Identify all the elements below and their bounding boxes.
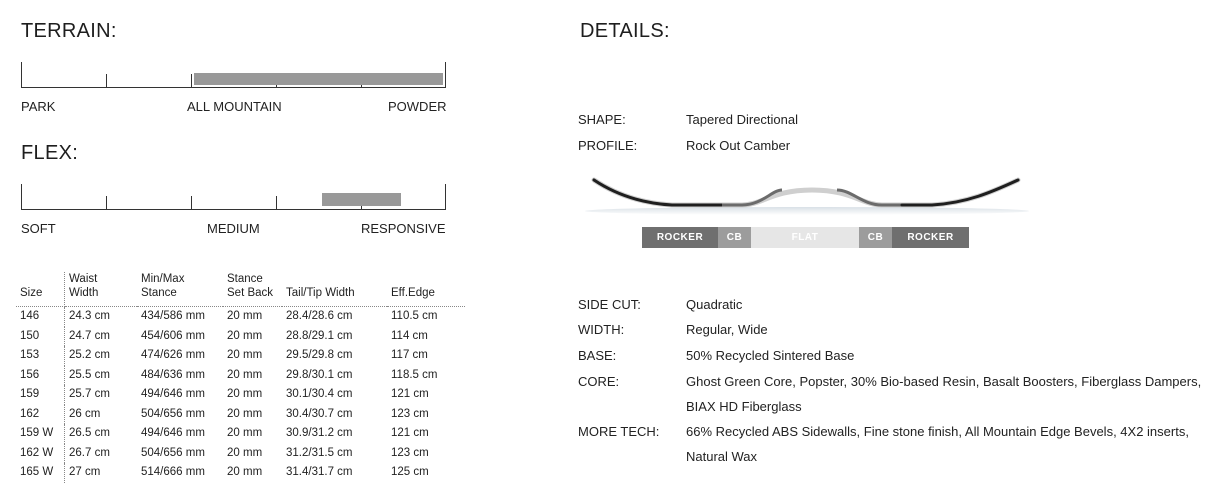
profile-key: PROFILE: bbox=[578, 138, 638, 153]
base-key: BASE: bbox=[578, 348, 617, 363]
sidecut-key: SIDE CUT: bbox=[578, 297, 641, 312]
base-value: 50% Recycled Sintered Base bbox=[686, 348, 855, 363]
table-cell: 30.4/30.7 cm bbox=[286, 407, 353, 420]
flex-label-soft: SOFT bbox=[21, 221, 56, 236]
table-row bbox=[16, 424, 465, 444]
table-cell: 28.8/29.1 cm bbox=[286, 329, 353, 342]
table-cell: 20 mm bbox=[227, 466, 263, 478]
scale-tick bbox=[191, 74, 192, 88]
table-cell: 31.2/31.5 cm bbox=[286, 446, 353, 459]
table-cell: 123 cm bbox=[391, 407, 429, 420]
specs-table bbox=[16, 272, 465, 483]
terrain-label-park: PARK bbox=[21, 99, 56, 114]
scale-tick bbox=[276, 196, 277, 210]
column-header: Eff.Edge bbox=[387, 272, 465, 307]
flex-label-responsive: RESPONSIVE bbox=[361, 221, 446, 236]
table-cell: 125 cm bbox=[391, 466, 429, 478]
scale-tick bbox=[106, 74, 107, 88]
table-cell: 20 mm bbox=[227, 407, 263, 420]
flex-heading: FLEX: bbox=[21, 142, 79, 164]
table-cell: 29.8/30.1 cm bbox=[286, 368, 353, 381]
profile-segment-camber: CB bbox=[718, 227, 751, 248]
table-cell: 30.9/31.2 cm bbox=[286, 427, 353, 439]
scale-tick bbox=[191, 196, 192, 210]
table-cell: 162 bbox=[16, 405, 65, 425]
scale-tick bbox=[21, 62, 22, 88]
profile-segment-camber: CB bbox=[859, 227, 892, 248]
table-cell: 20 mm bbox=[227, 446, 263, 459]
table-cell: 494/646 mm bbox=[141, 388, 205, 400]
table-cell: 31.4/31.7 cm bbox=[286, 466, 353, 478]
table-cell: 146 bbox=[16, 307, 65, 327]
table-cell: 110.5 cm bbox=[391, 310, 438, 322]
table-cell: 25.7 cm bbox=[69, 388, 110, 400]
table-cell: 162 W bbox=[16, 444, 65, 464]
table-cell: 20 mm bbox=[227, 368, 263, 381]
table-cell: 25.2 cm bbox=[69, 349, 110, 361]
shape-value: Tapered Directional bbox=[686, 112, 799, 127]
table-row bbox=[16, 405, 465, 425]
table-cell: 514/666 mm bbox=[141, 466, 205, 478]
table-row bbox=[16, 444, 465, 464]
flex-label-medium: MEDIUM bbox=[207, 221, 260, 236]
terrain-label-all-mountain: ALL MOUNTAIN bbox=[187, 99, 282, 114]
scale-baseline bbox=[21, 209, 446, 210]
table-cell: 26.5 cm bbox=[69, 427, 110, 439]
table-cell: 24.3 cm bbox=[69, 310, 110, 322]
column-header: Size bbox=[16, 272, 65, 307]
scale-tick bbox=[445, 62, 446, 88]
terrain-heading: TERRAIN: bbox=[21, 20, 117, 42]
table-cell: 114 cm bbox=[391, 329, 428, 342]
table-cell: 474/626 mm bbox=[141, 349, 205, 361]
profile-segment-rocker: ROCKER bbox=[892, 227, 969, 248]
table-cell: 30.1/30.4 cm bbox=[286, 388, 353, 400]
terrain-label-powder: POWDER bbox=[388, 99, 447, 114]
column-header: Min/Max Stance bbox=[137, 272, 223, 307]
specs-header-row bbox=[16, 272, 465, 307]
table-cell: 117 cm bbox=[391, 349, 428, 361]
terrain-range-fill bbox=[194, 73, 443, 85]
more-tech-value: 66% Recycled ABS Sidewalls, Fine stone finish, All Mountain Edge Bevels, 4X2 inserts, Natural Wax bbox=[686, 424, 1189, 464]
table-row bbox=[16, 307, 465, 327]
table-row bbox=[16, 463, 465, 483]
table-cell: 24.7 cm bbox=[69, 329, 110, 342]
table-cell: 27 cm bbox=[69, 466, 101, 478]
table-cell: 159 bbox=[16, 385, 65, 405]
flex-range-fill bbox=[322, 193, 401, 206]
table-cell: 123 cm bbox=[391, 446, 429, 459]
details-heading: DETAILS: bbox=[580, 20, 670, 42]
table-row bbox=[16, 346, 465, 366]
table-row bbox=[16, 366, 465, 386]
table-cell: 159 W bbox=[16, 424, 65, 444]
table-cell: 20 mm bbox=[227, 329, 263, 342]
table-cell: 29.5/29.8 cm bbox=[286, 349, 353, 361]
width-value: Regular, Wide bbox=[686, 322, 768, 337]
column-header: Stance Set Back bbox=[223, 272, 282, 307]
board-profile-illustration bbox=[582, 170, 1032, 222]
table-cell: 153 bbox=[16, 346, 65, 366]
table-row bbox=[16, 327, 465, 347]
table-cell: 484/636 mm bbox=[141, 368, 205, 381]
table-cell: 121 cm bbox=[391, 427, 429, 439]
table-cell: 434/586 mm bbox=[141, 310, 205, 322]
shape-key: SHAPE: bbox=[578, 112, 626, 127]
table-cell: 26.7 cm bbox=[69, 446, 110, 459]
table-cell: 165 W bbox=[16, 463, 65, 483]
table-cell: 28.4/28.6 cm bbox=[286, 310, 353, 322]
core-key: CORE: bbox=[578, 374, 620, 389]
terrain-scale bbox=[21, 62, 446, 88]
profile-value: Rock Out Camber bbox=[686, 138, 791, 153]
table-row bbox=[16, 385, 465, 405]
profile-segment-flat: FLAT bbox=[751, 227, 859, 248]
sidecut-value: Quadratic bbox=[686, 297, 743, 312]
profile-segment-rocker: ROCKER bbox=[642, 227, 718, 248]
table-cell: 118.5 cm bbox=[391, 368, 438, 381]
table-cell: 26 cm bbox=[69, 407, 101, 420]
table-cell: 150 bbox=[16, 327, 65, 347]
table-cell: 20 mm bbox=[227, 349, 263, 361]
table-cell: 494/646 mm bbox=[141, 427, 205, 439]
width-key: WIDTH: bbox=[578, 322, 625, 337]
table-cell: 121 cm bbox=[391, 388, 429, 400]
table-cell: 156 bbox=[16, 366, 65, 386]
scale-tick bbox=[21, 184, 22, 210]
table-cell: 504/656 mm bbox=[141, 407, 205, 420]
flex-scale bbox=[21, 184, 446, 210]
table-cell: 25.5 cm bbox=[69, 368, 110, 381]
scale-tick bbox=[106, 196, 107, 210]
table-cell: 20 mm bbox=[227, 427, 263, 439]
table-cell: 20 mm bbox=[227, 388, 263, 400]
scale-tick bbox=[445, 184, 446, 210]
scale-baseline bbox=[21, 87, 446, 88]
column-header: Waist Width bbox=[65, 272, 138, 307]
table-cell: 20 mm bbox=[227, 310, 263, 322]
core-value: Ghost Green Core, Popster, 30% Bio-based Resin, Basalt Boosters, Fiberglass Dampers, BIAX HD Fiberglass bbox=[686, 374, 1202, 414]
table-cell: 504/656 mm bbox=[141, 446, 205, 459]
more-tech-key: MORE TECH: bbox=[578, 424, 660, 439]
column-header: Tail/Tip Width bbox=[282, 272, 387, 307]
table-cell: 454/606 mm bbox=[141, 329, 205, 342]
